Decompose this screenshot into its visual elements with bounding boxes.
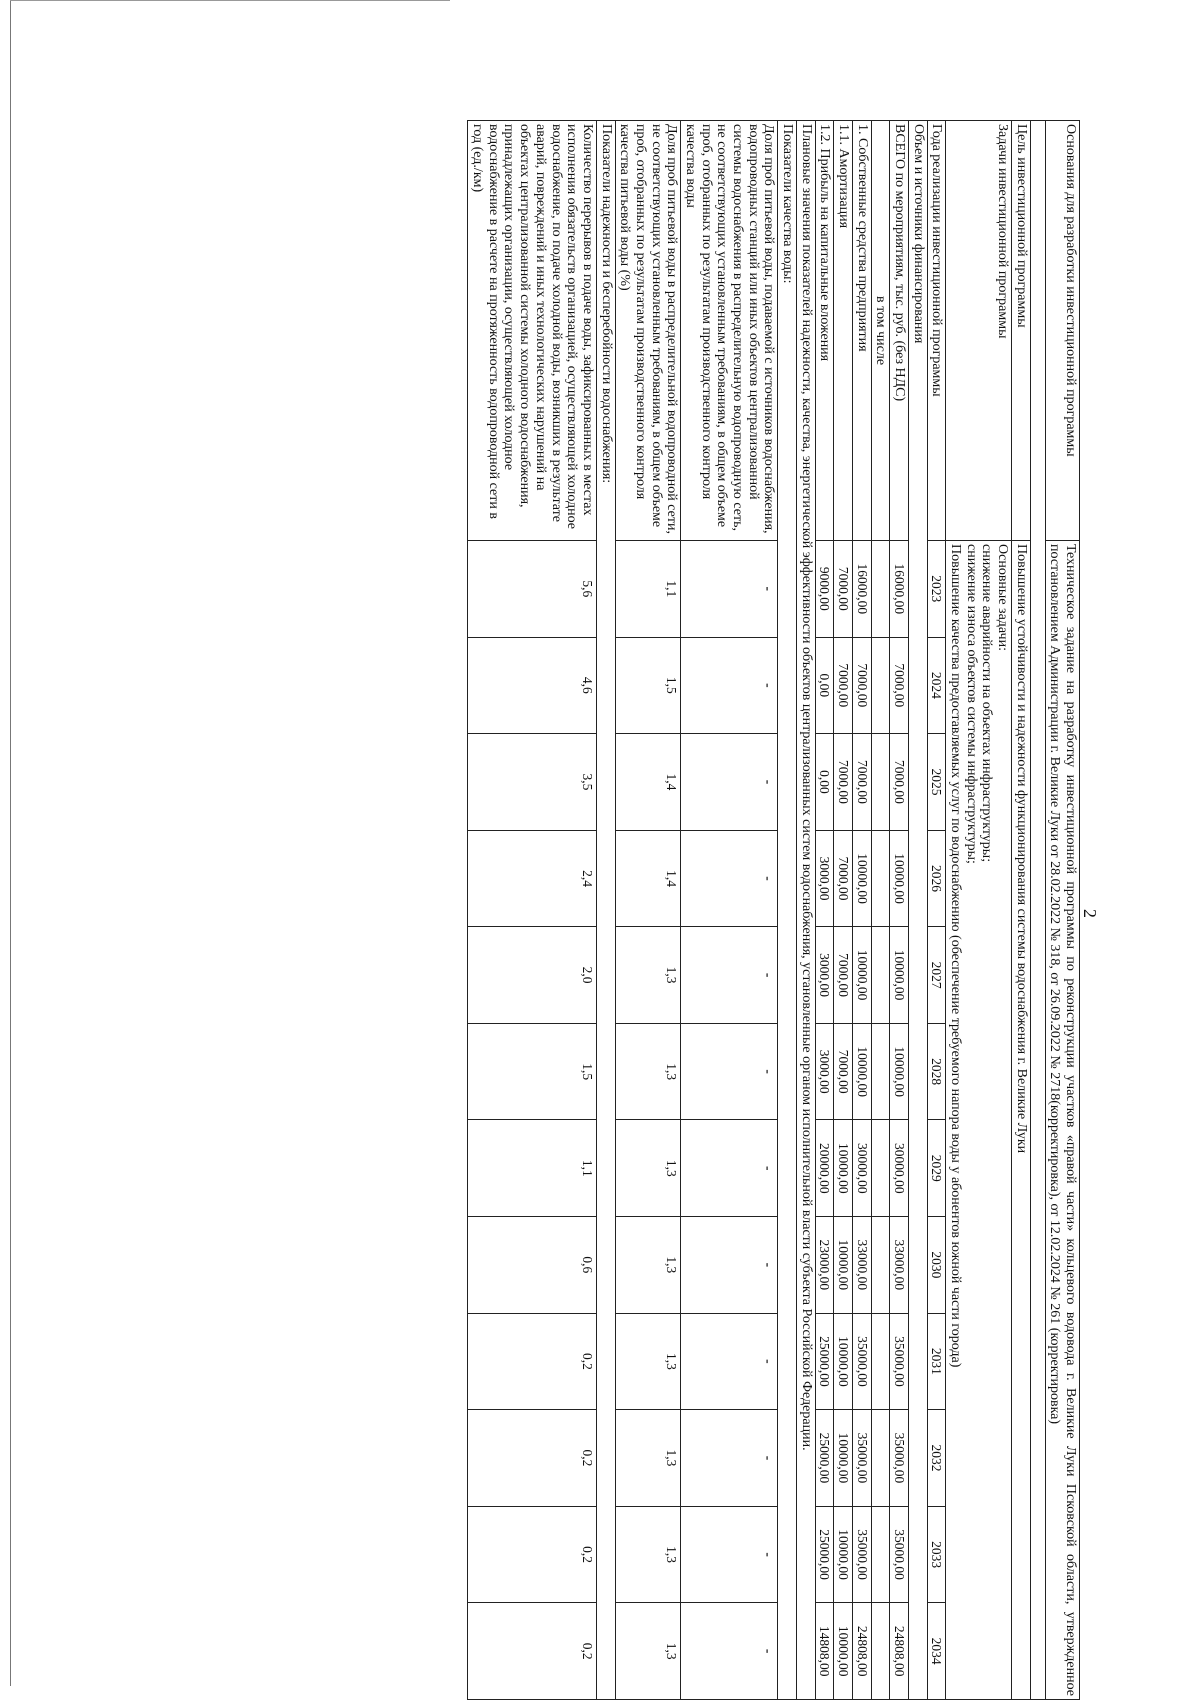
quality-1-value: - — [681, 1603, 778, 1700]
profit-value: 25000,00 — [815, 1506, 834, 1603]
amortization-label: 1.1. Амортизация — [834, 121, 853, 541]
own-funds-value: 7000,00 — [852, 734, 871, 831]
investment-program-table — [467, 120, 1080, 1700]
year-cell: 2028 — [927, 1023, 946, 1120]
spacer-row — [1030, 121, 1045, 1700]
profit-value: 9000,00 — [815, 541, 834, 638]
profit-value: 3000,00 — [815, 1023, 834, 1120]
financing-header-row — [908, 121, 927, 1700]
quality-2-value: 1,3 — [615, 927, 681, 1024]
empty-cell — [871, 830, 890, 927]
total-value: 24808,00 — [890, 1603, 909, 1700]
empty-cell — [871, 1313, 890, 1410]
reliability-1-row — [468, 121, 596, 1700]
reliability-1-value: 4,6 — [468, 637, 596, 734]
quality-1-value: - — [681, 1023, 778, 1120]
reliability-1-value: 0,2 — [468, 1313, 596, 1410]
empty-cell — [871, 541, 890, 638]
tasks-line-1: Основные задачи: — [994, 544, 1010, 651]
tasks-label: Задачи инвестиционной программы — [946, 121, 1012, 541]
total-label: ВСЕГО по мероприятиям, тыс. руб. (без НДС) — [890, 121, 909, 541]
profit-value: 25000,00 — [815, 1410, 834, 1507]
empty-cell — [871, 637, 890, 734]
own-funds-label: 1. Собственные средства предприятия — [852, 121, 871, 541]
quality-2-value: 1,4 — [615, 734, 681, 831]
tasks-text — [946, 541, 1012, 1700]
year-cell: 2033 — [927, 1506, 946, 1603]
quality-1-value: - — [681, 1217, 778, 1314]
reliability-1-value: 0,2 — [468, 1410, 596, 1507]
including-row — [871, 121, 890, 1700]
amortization-value: 7000,00 — [834, 541, 853, 638]
planned-indicators-row — [796, 121, 815, 1700]
empty-cell — [871, 1410, 890, 1507]
profit-value: 3000,00 — [815, 830, 834, 927]
empty-cell — [871, 927, 890, 1024]
empty-cell — [871, 1120, 890, 1217]
reliability-1-value: 1,1 — [468, 1120, 596, 1217]
basis-text: Техническое задание на разработку инвестиционной программы по реконструкции участков «правой части» кольцевого водовода г. Великие Луки Псковской области, утвержденное постановлением Администрации г. Великие Луки от 28.02.2022 № 318, от 26.09.2022 № 2718(корректировка), от 12.02.2024 № 261 (корректировка) — [1045, 541, 1079, 1700]
financing-header: Объем и источники финансирования — [908, 121, 927, 1700]
amortization-value: 7000,00 — [834, 1023, 853, 1120]
reliability-1-value: 5,6 — [468, 541, 596, 638]
profit-value: 0,00 — [815, 637, 834, 734]
quality-1-value: - — [681, 927, 778, 1024]
quality-2-value: 1,3 — [615, 1506, 681, 1603]
empty-cell — [871, 734, 890, 831]
total-value: 33000,00 — [890, 1217, 909, 1314]
quality-1-value: - — [681, 637, 778, 734]
profit-value: 3000,00 — [815, 927, 834, 1024]
own-funds-value: 30000,00 — [852, 1120, 871, 1217]
profit-value: 23000,00 — [815, 1217, 834, 1314]
quality-header: Показатели качества воды: — [778, 121, 797, 1700]
years-label: Года реализации инвестиционной программы — [927, 121, 946, 541]
reliability-1-value: 3,5 — [468, 734, 596, 831]
total-value: 7000,00 — [890, 734, 909, 831]
profit-value: 0,00 — [815, 734, 834, 831]
quality-2-value: 1,3 — [615, 1120, 681, 1217]
year-cell: 2023 — [927, 541, 946, 638]
reliability-1-value: 0,2 — [468, 1506, 596, 1603]
quality-1-label: Доля проб питьевой воды, подаваемой с источников водоснабжения, водопроводных станций или иных объектов централизованной системы водоснабжения в распределительную водопроводную сеть, не соответствующих установленным требованиям, в общем объеме проб, отобранных по результатам производственного контроля качества воды — [681, 121, 778, 541]
year-cell: 2034 — [927, 1603, 946, 1700]
amortization-value: 7000,00 — [834, 734, 853, 831]
basis-label: Основания для разработки инвестиционной программы — [1045, 121, 1079, 541]
amortization-value: 7000,00 — [834, 927, 853, 1024]
quality-2-value: 1,4 — [615, 830, 681, 927]
quality-1-value: - — [681, 1506, 778, 1603]
quality-2-value: 1,3 — [615, 1603, 681, 1700]
profit-value: 25000,00 — [815, 1313, 834, 1410]
profit-value: 20000,00 — [815, 1120, 834, 1217]
amortization-value: 10000,00 — [834, 1603, 853, 1700]
profit-row — [815, 121, 834, 1700]
tasks-row — [946, 121, 1012, 1700]
empty-cell — [871, 1217, 890, 1314]
total-value: 10000,00 — [890, 1023, 909, 1120]
quality-1-value: - — [681, 1313, 778, 1410]
amortization-value: 10000,00 — [834, 1410, 853, 1507]
year-cell: 2031 — [927, 1313, 946, 1410]
own-funds-value: 10000,00 — [852, 1023, 871, 1120]
own-funds-value: 10000,00 — [852, 927, 871, 1024]
quality-2-value: 1,3 — [615, 1217, 681, 1314]
basis-row — [1045, 121, 1079, 1700]
page-number: 2 — [1080, 909, 1100, 918]
empty-cell — [871, 1506, 890, 1603]
year-cell: 2025 — [927, 734, 946, 831]
tasks-line-4: Повышение качества предоставляемых услуг по водоснабжению (обеспечение требуемого напора воды у абонентов южной части города) — [947, 544, 963, 1368]
tasks-line-3: снижение износа объектов системы инфраструктуры; — [963, 544, 979, 864]
amortization-row — [834, 121, 853, 1700]
amortization-value: 7000,00 — [834, 637, 853, 734]
reliability-1-value: 0,6 — [468, 1217, 596, 1314]
year-cell: 2030 — [927, 1217, 946, 1314]
scan-edge-top — [10, 0, 450, 1]
quality-1-value: - — [681, 1120, 778, 1217]
total-value: 7000,00 — [890, 637, 909, 734]
total-row — [890, 121, 909, 1700]
planned-indicators-text: Плановые значения показателей надежности, качества, энергетической эффективности объектов централизованных систем водоснабжения, установленные органом исполнительной власти субъекта Российской Федерации. — [796, 121, 815, 1700]
years-row — [927, 121, 946, 1700]
amortization-value: 10000,00 — [834, 1217, 853, 1314]
goal-row — [1011, 121, 1030, 1700]
own-funds-value: 35000,00 — [852, 1313, 871, 1410]
goal-text: Повышение устойчивости и надежности функционирования системы водоснабжения г. Великие Луки — [1011, 541, 1030, 1700]
scan-edge — [10, 0, 11, 1686]
quality-2-value: 1,3 — [615, 1023, 681, 1120]
year-cell: 2029 — [927, 1120, 946, 1217]
tasks-line-2: снижение аварийности на объектах инфраструктуры; — [979, 544, 995, 863]
reliability-1-value: 1,5 — [468, 1023, 596, 1120]
total-value: 35000,00 — [890, 1313, 909, 1410]
quality-1-value: - — [681, 734, 778, 831]
amortization-value: 10000,00 — [834, 1506, 853, 1603]
quality-1-row — [681, 121, 778, 1700]
quality-2-label: Доля проб питьевой воды в распределительной водопроводной сети, не соответствующих установленным требованиям, в общем объеме проб, отобранных по результатам производственного контроля качества питьевой воды (%) — [615, 121, 681, 541]
quality-2-value: 1,1 — [615, 541, 681, 638]
amortization-value: 7000,00 — [834, 830, 853, 927]
amortization-value: 10000,00 — [834, 1313, 853, 1410]
own-funds-value: 24808,00 — [852, 1603, 871, 1700]
total-value: 10000,00 — [890, 830, 909, 927]
year-cell: 2027 — [927, 927, 946, 1024]
own-funds-value: 35000,00 — [852, 1410, 871, 1507]
quality-1-value: - — [681, 830, 778, 927]
reliability-header-row — [596, 121, 615, 1700]
own-funds-value: 10000,00 — [852, 830, 871, 927]
reliability-1-value: 2,4 — [468, 830, 596, 927]
total-value: 16000,00 — [890, 541, 909, 638]
year-cell: 2026 — [927, 830, 946, 927]
spacer-cell — [1030, 121, 1045, 1700]
empty-cell — [871, 1603, 890, 1700]
reliability-1-label: Количество перерывов в подаче воды, зафиксированных в местах исполнения обязательств организацией, осуществляющей холодное водоснабжение, по подаче холодной воды, возникших в результате аварий, повреждений и иных технологических нарушений на объектах централизованной системы холодного водоснабжения, принадлежащих организации, осуществляющей холодное водоснабжение в расчете на протяженность водопроводной сети в год (ед./км) — [468, 121, 596, 541]
reliability-1-value: 0,2 — [468, 1603, 596, 1700]
own-funds-value: 16000,00 — [852, 541, 871, 638]
quality-2-value: 1,3 — [615, 1410, 681, 1507]
quality-1-value: - — [681, 541, 778, 638]
own-funds-row — [852, 121, 871, 1700]
total-value: 35000,00 — [890, 1410, 909, 1507]
reliability-1-value: 2,0 — [468, 927, 596, 1024]
empty-cell — [871, 1023, 890, 1120]
total-value: 10000,00 — [890, 927, 909, 1024]
year-cell: 2032 — [927, 1410, 946, 1507]
quality-1-value: - — [681, 1410, 778, 1507]
own-funds-value: 33000,00 — [852, 1217, 871, 1314]
total-value: 30000,00 — [890, 1120, 909, 1217]
quality-2-value: 1,5 — [615, 637, 681, 734]
amortization-value: 10000,00 — [834, 1120, 853, 1217]
own-funds-value: 7000,00 — [852, 637, 871, 734]
own-funds-value: 35000,00 — [852, 1506, 871, 1603]
quality-2-value: 1,3 — [615, 1313, 681, 1410]
quality-header-row — [778, 121, 797, 1700]
quality-2-row — [615, 121, 681, 1700]
profit-label: 1.2. Прибыль на капитальные вложения — [815, 121, 834, 541]
goal-label: Цель инвестиционной программы — [1011, 121, 1030, 541]
rotated-page — [80, 120, 1080, 1700]
year-cell: 2024 — [927, 637, 946, 734]
reliability-header: Показатели надежности и бесперебойности водоснабжения: — [596, 121, 615, 1700]
profit-value: 14808,00 — [815, 1603, 834, 1700]
total-value: 35000,00 — [890, 1506, 909, 1603]
including-label: в том числе — [871, 121, 890, 541]
